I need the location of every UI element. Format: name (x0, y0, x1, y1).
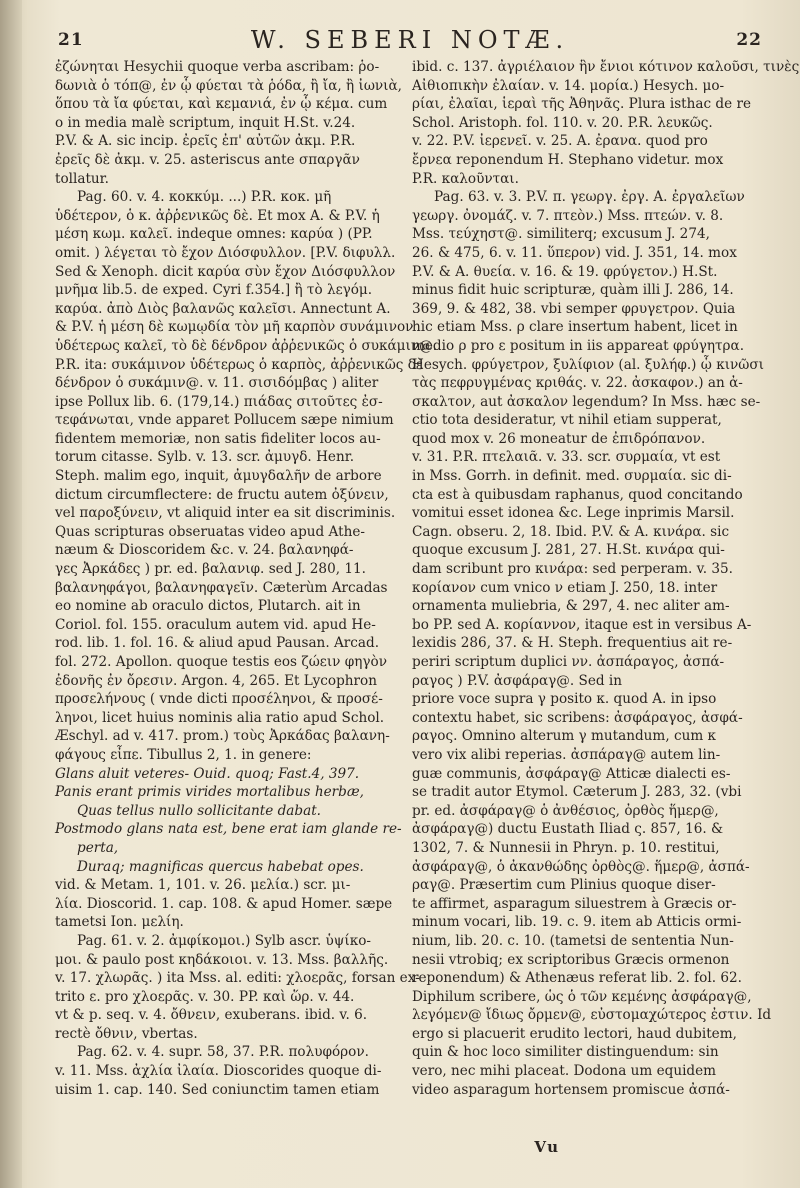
left-column (55, 58, 438, 1099)
text-line: ὅπου τὰ ἴα φύεται, καὶ κεμανιά, ἐν ᾧ κέμα. cum (55, 96, 388, 113)
text-line: dictum circumflectere: de fructu autem ὀξύνειν, (55, 486, 389, 503)
text-line: ibid. c. 137. ἀγριέλαιον ἣν ἔνιοι κότινον καλοῦσι, τινὲς (412, 59, 800, 75)
text-line: Quas scripturas obseruatas video apud Athe- (55, 523, 365, 540)
text-line: σκαλτον, aut ἀσκαλον legendum? In Mss. hæc se- (412, 393, 761, 410)
text-line: ἔρνεα reponendum H. Stephano videtur. mox (412, 151, 724, 168)
text-line: vt & p. seq. v. 4. ὄθνειν, exuberans. ibid. v. 6. (55, 1007, 368, 1024)
text-line: δωνιὰ ὁ τόπ@, ἐν ᾧ φύεται τὰ ῥόδα, ἢ ἴα, ἢ ἰωνιὰ, (55, 77, 402, 94)
text-line: Postmodo glans nata est, bene erat iam glande re- (55, 821, 402, 838)
text-line: ραγος. Omnino alterum γ mutandum, cum κ (412, 728, 717, 745)
text-line: Hesych. φρύγετρον, ξυλίφιον (al. ξυλήφ.) ᾧ κινῶσι (412, 356, 764, 373)
text-line: ὑδέτερον, ὁ κ. ἀῤῥενικῶς δὲ. Et mox A. & P.V. ἡ (55, 207, 380, 224)
text-line: te affirmet, asparagum siluestrem à Græcis or- (412, 895, 737, 912)
text-line: quoque excusum J. 281, 27. H.St. κινάρα qui- (412, 542, 725, 559)
text-line: næum & Dioscoridem &c. v. 24. βαλανηφά- (55, 542, 354, 559)
text-line: dam scribunt pro κινάρα: sed perperam. v. 35. (412, 561, 733, 578)
binding-gutter (0, 0, 22, 1188)
text-line: ο in media malè scriptum, inquit H.St. v.24. (55, 114, 356, 131)
text-line: μνῆμα lib.5. de exped. Cyri f.354.] ἢ τὸ λεγόμ. (55, 282, 373, 299)
text-line: torum citasse. Sylb. v. 13. scr. ἀμυγδ. Henr. (55, 449, 355, 466)
text-line: προσελήνους ( vnde dicti προσέληνοι, & προσέ- (55, 691, 383, 708)
text-line: P.V. & A. sic incip. ἐρεῖς ἐπ' αὐτῶν ἀκμ. P.R. (55, 133, 356, 150)
text-line: P.R. καλοῦνται. (412, 170, 519, 187)
text-line: nesii vtrobiq; ex scriptoribus Græcis ormenon (412, 951, 730, 968)
text-line: in Mss. Gorrh. in definit. med. συρμαία. sic di- (412, 468, 732, 485)
text-line: ἐδονῆς ἐν ὄρεσιν. Argon. 4, 265. Et Lycophron (55, 672, 377, 689)
text-line: ipse Pollux lib. 6. (179,14.) πιάδας σιτοῦτες ἐσ- (55, 393, 383, 410)
text-line: μοι. & paulo post κηδάκοιοι. v. 13. Mss. βαλλῆς. (55, 951, 389, 968)
text-line: ἐρεῖς δὲ ἀκμ. v. 25. asteriscus ante σπαργᾶν (55, 151, 360, 168)
text-line: periri scriptum duplici νν. ἀσπάραγος, ἀσπά- (412, 654, 725, 670)
text-line: Sed & Xenoph. dicit καρύα σὺν ἔχον Διόσφυλλον (55, 263, 396, 280)
text-line: κορίανον cum vnico ν etiam J. 250, 18. inter (412, 579, 718, 596)
page-number-left: 21 (58, 30, 84, 50)
text-line: γες Ἀρκάδες ) pr. ed. βαλανιφ. sed J. 280, 11. (55, 561, 366, 578)
text-line: λεγόμεν@ ἴδιως ὄρμεν@, εὐστομαχώτερος ἐστιν. Id (412, 1007, 772, 1024)
text-line: fol. 272. Apollon. quoque testis eos ζώειν φηγὸν (55, 654, 387, 670)
text-line: βαλανηφάγοι, βαλανηφαγεῖν. Cæterùm Arcadas (55, 579, 388, 596)
text-line: vid. & Metam. 1, 101. v. 26. μελία.) scr. μι- (55, 877, 351, 894)
text-line: καρύα. ἀπὸ Διὸς βαλανῶς καλεῖσι. Annectunt A. (55, 300, 391, 317)
text-line: v. 17. χλωρᾶς. ) ita Mss. al. editi: χλοερᾶς, forsan ex- (55, 970, 420, 987)
text-line: trito ε. pro χλοερᾶς. v. 30. PP. καὶ ὥρ. v. 44. (55, 988, 355, 1005)
text-line: tollatur. (55, 170, 109, 187)
text-line: v. 11. Mss. ἀχλία ἰλαία. Dioscorides quoque di- (55, 1063, 382, 1080)
text-line: vero vix alibi reperias. ἀσπάραγ@ autem lin- (412, 746, 721, 763)
text-line: ἀσφάραγ@) ductu Eustath Iliad ς. 857, 16. & (412, 821, 724, 838)
text-line: Diphilum scribere, ὡς ὁ τῶν κεμένης ἀσφάραγ@, (412, 988, 752, 1005)
text-line: perta, (77, 839, 119, 856)
text-line: ergo si placuerit erudito lectori, haud dubitem, (412, 1025, 737, 1042)
text-line: uisim 1. cap. 140. Sed coniunctim tamen etiam (55, 1081, 380, 1098)
text-line: Schol. Aristoph. fol. 110. v. 20. P.R. λευκῶς. (412, 114, 713, 131)
text-line: λία. Dioscorid. 1. cap. 108. & apud Homer. sæpe (55, 895, 393, 912)
text-line: μέση κωμ. καλεῖ. indeque omnes: καρύα ) (PP. (55, 226, 373, 243)
text-line: pr. ed. ἀσφάραγ@ ὁ ἀνθέσιος, ὀρθὸς ἥμερ@, (412, 802, 719, 819)
text-line: ἐζώνηται Hesychii quoque verba ascribam: ῥο- (55, 59, 380, 75)
text-line: nium, lib. 20. c. 10. (tametsi de sententia Nun- (412, 932, 734, 949)
text-line: priore voce supra γ posito κ. quod A. in ipso (412, 691, 717, 708)
text-line: se tradit autor Etymol. Cæterum J. 283, 32. (vbi (412, 784, 742, 801)
text-line: eo nomine ab oraculo dictos, Plutarch. ait in (55, 598, 361, 615)
page-header (40, 26, 780, 56)
text-line: Cagn. obseru. 2, 18. Ibid. P.V. & A. κινάρα. sic (412, 523, 730, 540)
running-title: W. SEBERI NOTÆ. (250, 26, 570, 54)
text-line: δένδρον ὁ συκάμιν@. v. 11. σισιδόμβας ) aliter (55, 375, 379, 392)
text-line: γεωργ. ὀνομάζ. v. 7. πτεὸν.) Mss. πτεών. v. 8. (412, 207, 724, 224)
text-line: Æschyl. ad v. 417. prom.) τοὺς Ἀρκάδας βαλανη- (55, 728, 390, 745)
text-line: 369, 9. & 482, 38. vbi semper φρυγετρον. Quia (412, 300, 736, 317)
text-line: ὑδέτερως καλεῖ, τὸ δὲ δένδρον ἀῤῥενικῶς ὁ συκάμιν@. (55, 337, 438, 354)
text-line: ραγος ) P.V. ἀσφάραγ@. Sed in (412, 672, 623, 689)
text-line: minus fidit huic scripturæ, quàm illi J. 286, 14. (412, 282, 734, 299)
text-line: ραγ@. Præsertim cum Plinius quoque diser- (412, 877, 716, 894)
text-line: Quas tellus nullo sollicitante dabat. (77, 802, 321, 819)
text-line: reponendum) & Athenæus referat lib. 2. fol. 62. (412, 970, 742, 987)
text-line: Duraq; magnificas quercus habebat opes. (77, 858, 364, 875)
right-column (412, 58, 800, 1099)
text-line: ἀσφάραγ@, ὁ ἀκανθώδης ὀρθὸς@. ἥμερ@, ἀσπά- (412, 858, 750, 875)
text-line: lexidis 286, 37. & H. Steph. frequentius ait re- (412, 635, 733, 652)
text-line: quod mox v. 26 moneatur de ἐπιδρόπανον. (412, 430, 706, 447)
text-line: v. 31. P.R. πτελαιᾶ. v. 33. scr. συρμαία, vt est (412, 449, 721, 466)
text-line: quin & hoc loco similiter distinguendum: sin (412, 1044, 719, 1061)
text-line: Αἰθιοπικὴν ἐλαίαν. v. 14. μορία.) Hesych. μο- (412, 77, 725, 94)
text-line: Steph. malim ego, inquit, ἀμυγδαλῆν de arbore (55, 468, 382, 485)
text-line: vel παροξύνειν, vt aliquid inter ea sit discriminis. (55, 505, 396, 522)
text-line: τὰς πεφρυγμένας κριθάς. v. 22. ἀσκαφον.) an ἀ- (412, 375, 743, 392)
text-line: hic etiam Mss. ρ clare insertum habent, licet in (412, 319, 738, 336)
text-line: Pag. 60. v. 4. κοκκύμ. ...) P.R. κοκ. μῆ (77, 189, 332, 206)
text-line: rod. lib. 1. fol. 16. & aliud apud Pausan. Arcad. (55, 635, 380, 652)
page-number-right: 22 (736, 30, 762, 50)
text-line: medio ρ pro ε positum in iis appareat φρύγητρα. (412, 337, 745, 354)
catchword: Vu (534, 1138, 560, 1156)
text-line: contextu habet, sic scribens: ἀσφάραγος, ἀσφά- (412, 709, 743, 726)
text-line: minum vocari, lib. 19. c. 9. item ab Atticis ormi- (412, 914, 742, 931)
text-line: v. 22. P.V. ἰερενεῖ. v. 25. A. ἐρανα. quod pro (412, 133, 708, 150)
text-line: ρίαι, ἐλαῖαι, ἱεραὶ τῆς Ἀθηνᾶς. Plura isthac de re (412, 96, 752, 113)
text-line: P.R. ita: συκάμινον ὑδέτερως ὁ καρπὸς, ἀῤῥενικῶς δὲ (55, 356, 424, 373)
text-line: φάγους εἶπε. Tibullus 2, 1. in genere: (55, 746, 312, 763)
text-line: Glans aluit veteres- Ouid. quoq; Fast.4, 397. (55, 765, 360, 782)
text-line: ληνοι, licet huius nominis alia ratio apud Schol. (55, 709, 385, 726)
text-line: video asparagum hortensem promiscue ἀσπά- (412, 1081, 730, 1098)
text-line: Pag. 61. v. 2. ἀμφίκομοι.) Sylb ascr. ὑψίκο- (77, 932, 371, 949)
text-line: Pag. 62. v. 4. supr. 58, 37. P.R. πολυφόρον. (77, 1044, 369, 1061)
text-line: omit. ) λέγεται τὸ ἔχον Διόσφυλλον. [P.V. διφυλλ. (55, 244, 396, 261)
text-line: tametsi Ion. μελίη. (55, 914, 184, 931)
text-line: vero, nec mihi placeat. Dodona um equidem (412, 1063, 717, 1080)
text-line: 26. & 475, 6. v. 11. ὕπερον) vid. J. 351, 14. mox (412, 244, 737, 261)
text-line: rectè ὄθνιν, vbertas. (55, 1025, 198, 1042)
text-line: Panis erant primis virides mortalibus herbæ, (55, 784, 364, 801)
text-line: P.V. & A. θυεία. v. 16. & 19. φρύγετον.) H.St. (412, 263, 718, 280)
text-line: ornamenta muliebria, & 297, 4. nec aliter am- (412, 598, 730, 615)
text-line: vomitui esset idonea &c. Lege inprimis Marsil. (412, 505, 735, 522)
text-line: & P.V. ἡ μέση δὲ κωμῳδία τὸν μῆ καρπὸν συνάμινον (55, 319, 414, 336)
text-line: 1302, 7. & Nunnesii in Phryn. p. 10. restitui, (412, 839, 720, 856)
text-line: guæ communis, ἀσφάραγ@ Atticæ dialecti es- (412, 765, 731, 782)
text-line: Pag. 63. v. 3. P.V. π. γεωργ. ἐργ. A. ἐργαλεῖων (434, 189, 745, 206)
text-line: Mss. τεύχηστ@. similiterq; excusum J. 274, (412, 226, 710, 243)
text-line: Coriol. fol. 155. oraculum autem vid. apud He- (55, 616, 376, 633)
text-line: cta est à quibusdam raphanus, quod concitando (412, 486, 743, 503)
text-line: bo PP. sed A. κορίαννον, itaque est in versibus A- (412, 616, 752, 633)
text-line: τεφάνωται, vnde apparet Pollucem sæpe nimium (55, 412, 394, 429)
text-line: ctio tota desideratur, vt nihil etiam supperat, (412, 412, 722, 429)
text-line: fidentem memoriæ, non satis fideliter locos au- (55, 430, 381, 447)
